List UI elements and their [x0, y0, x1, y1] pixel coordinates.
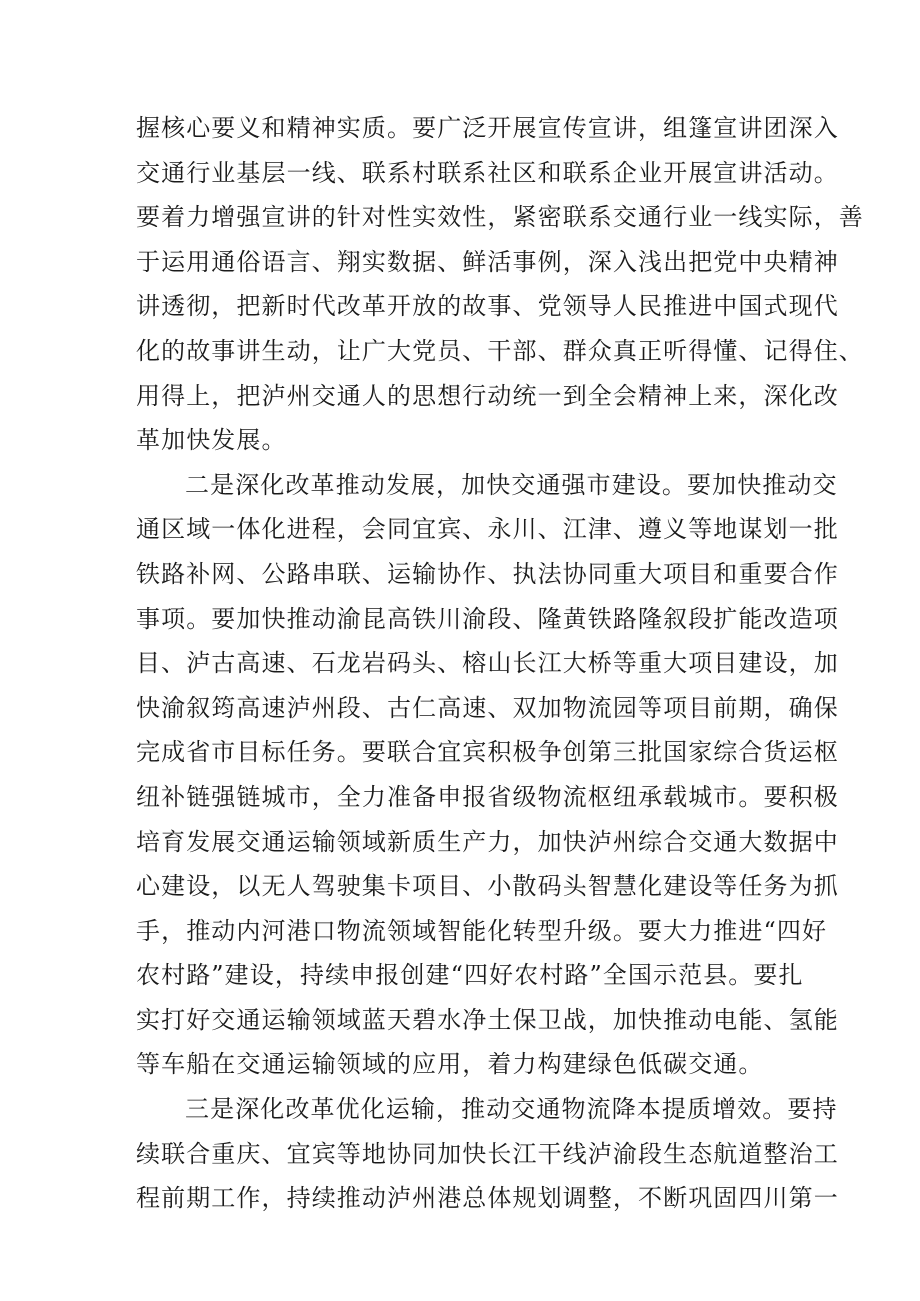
- text-line: 农村路”建设，持续申报创建“四好农村路”全国示范县。要扎: [136, 961, 804, 990]
- text-line: 程前期工作，持续推动泸州港总体规划调整，不断巩固四川第一: [136, 1184, 839, 1213]
- text-line: 握核心要义和精神实质。要广泛开展宣传宣讲，组篷宣讲团深入: [136, 114, 839, 142]
- text-line: 完成省市目标任务。要联合宜宾积极争创第三批国家综合货运枢: [136, 738, 839, 767]
- text-line: 心建设，以无人驾驶集卡项目、小散码头智慧化建设等任务为抓: [136, 872, 839, 901]
- text-line: 实打好交通运输领域蓝天碧水净土保卫战，加快推动电能、氢能: [136, 1005, 839, 1034]
- text-line: 用得上，把泸州交通人的思想行动统一到全会精神上来，深化改: [136, 381, 839, 410]
- text-line: 手，推动内河港口物流领域智能化转型升级。要大力推进“四好: [136, 916, 828, 945]
- text-line: 通区域一体化进程，会同宜宾、永川、江津、遵义等地谋划一批: [136, 515, 839, 544]
- text-line: 于运用通俗语言、翔实数据、鲜活事例，深入浅出把党中央精神: [136, 247, 839, 276]
- text-line: 事项。要加快推动渝昆高铁川渝段、隆黄铁路隆叙段扩能改造项: [136, 604, 839, 633]
- text-line: 革加快发展。: [136, 426, 287, 455]
- paragraph-3: [136, 1087, 839, 1221]
- text-line: 铁路补网、公路串联、运输协作、执法协同重大项目和重要合作: [136, 559, 839, 588]
- text-line: 培育发展交通运输领域新质生产力，加快泸州综合交通大数据中: [136, 827, 839, 856]
- text-line: 快渝叙筠高速泸州段、古仁高速、双加物流园等项目前期，确保: [136, 693, 839, 722]
- text-line: 要着力增强宣讲的针对性实效性，紧密联系交通行业一线实际，善: [136, 203, 864, 232]
- text-line: 纽补链强链城市，全力准备申报省级物流枢纽承载城市。要积极: [136, 782, 839, 811]
- text-line: 交通行业基层一线、联系村联系社区和联系企业开展宣讲活动。: [136, 158, 839, 187]
- text-line-indented: 三是深化改革优化运输，推动交通物流降本提质增效。要持: [185, 1095, 838, 1124]
- text-line: 化的故事讲生动，让广大党员、干部、群众真正听得懂、记得住、: [136, 336, 864, 365]
- text-line: 续联合重庆、宜宾等地协同加快长江干线泸渝段生态航道整治工: [136, 1139, 839, 1168]
- text-line-indented: 二是深化改革推动发展，加快交通强市建设。要加快推动交: [185, 470, 838, 499]
- text-line: 等车船在交通运输领域的应用，着力构建绿色低碳交通。: [136, 1050, 764, 1079]
- paragraph-1: [136, 106, 864, 463]
- text-line: 讲透彻，把新时代改革开放的故事、党领导人民推进中国式现代: [136, 292, 839, 321]
- document-body: [136, 106, 864, 1221]
- text-line: 目、泸古高速、石龙岩码头、榕山长江大桥等重大项目建设，加: [136, 649, 839, 678]
- paragraph-2: [136, 463, 839, 1087]
